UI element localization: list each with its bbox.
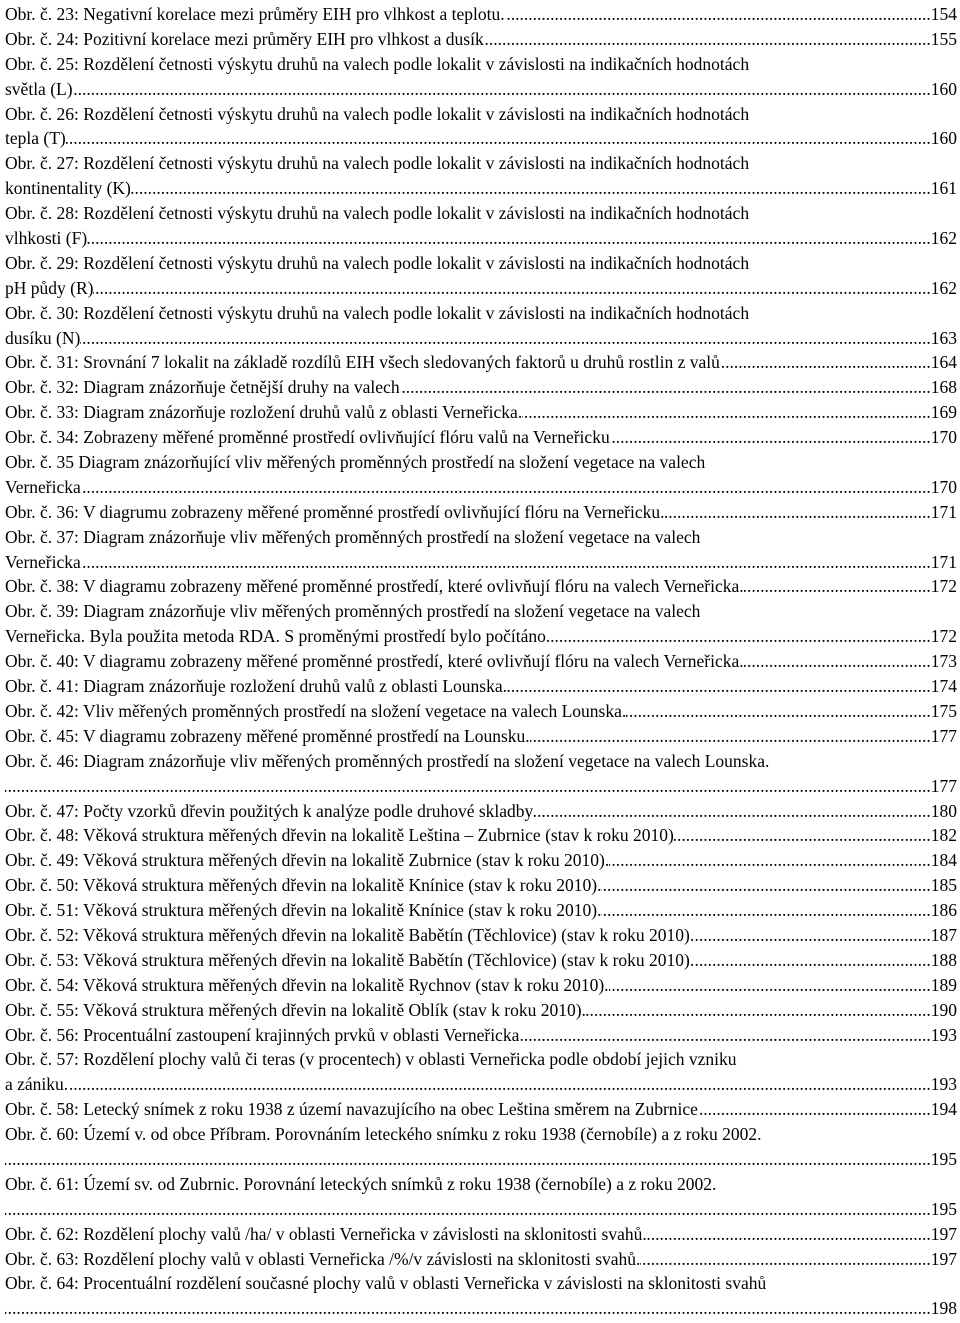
toc-entry-text: Obr. č. 35 Diagram znázorňující vliv měřených proměnných prostředí na složení vegetace na valech bbox=[5, 452, 706, 473]
dot-leader bbox=[694, 923, 930, 948]
toc-entry-text: Obr. č. 63: Rozdělení plochy valů v oblasti Verneřicka /%/v závislosti na sklonitosti svahů. bbox=[5, 1248, 641, 1269]
toc-entry-text: Obr. č. 26: Rozdělení četnosti výskytu druhů na valech podle lokalit v závislosti na indikačních hodnotách bbox=[5, 103, 750, 124]
toc-entry[interactable] bbox=[5, 151, 957, 201]
toc-entry-text: Obr. č. 31: Srovnání 7 lokalit na základě rozdílů EIH všech sledovaných faktorů u druhů rostlin z valů bbox=[5, 352, 720, 373]
toc-page-number: 175 bbox=[930, 700, 957, 721]
toc-page-number: 171 bbox=[930, 501, 957, 522]
toc-entry-text: Obr. č. 32: Diagram znázorňuje četnější druhy na valech bbox=[5, 377, 400, 398]
toc-entry[interactable] bbox=[5, 799, 957, 824]
toc-entry[interactable] bbox=[5, 599, 957, 649]
dot-leader bbox=[744, 649, 931, 674]
toc-page-number: 195 bbox=[930, 1198, 957, 1219]
toc-entry[interactable] bbox=[5, 649, 957, 674]
toc-entry-text: Verneřicka bbox=[5, 476, 81, 497]
toc-entry-text: Verneřicka. Byla použita metoda RDA. S proměnými prostředí bylo počítáno. bbox=[5, 626, 551, 647]
toc-entry[interactable] bbox=[5, 1122, 957, 1172]
toc-entry-text: Obr. č. 46: Diagram znázorňuje vliv měřených proměnných prostředí na složení vegetace na valech Lounska. bbox=[5, 750, 770, 771]
toc-entry-text: Obr. č. 57: Rozdělení plochy valů či teras (v procentech) v oblasti Verneřicka podle období jejich vzniku bbox=[5, 1049, 737, 1070]
toc-entry-text: Obr. č. 41: Diagram znázorňuje rozložení druhů valů z oblasti Lounska. bbox=[5, 676, 507, 697]
dot-leader bbox=[5, 1296, 931, 1321]
toc-entry-text: Obr. č. 24: Pozitivní korelace mezi průměry EIH pro vlhkost a dusík bbox=[5, 28, 484, 49]
toc-entry[interactable] bbox=[5, 749, 957, 799]
dot-leader bbox=[744, 574, 931, 599]
dot-leader bbox=[68, 1072, 931, 1097]
toc-page-number: 182 bbox=[930, 825, 957, 846]
toc-entry-text: Obr. č. 25: Rozdělení četnosti výskytu druhů na valech podle lokalit v závislosti na indikačních hodnotách bbox=[5, 53, 750, 74]
dot-leader bbox=[720, 350, 931, 375]
dot-leader bbox=[507, 674, 931, 699]
toc-page-number: 169 bbox=[930, 402, 957, 423]
dot-leader bbox=[550, 624, 930, 649]
toc-page-number: 198 bbox=[930, 1298, 957, 1319]
toc-entry-text: světla (L) bbox=[5, 78, 73, 99]
toc-entry-text: Obr. č. 27: Rozdělení četnosti výskytu druhů na valech podle lokalit v závislosti na indikačních hodnotách bbox=[5, 153, 750, 174]
toc-entry-text: Obr. č. 34: Zobrazeny měřené proměnné prostředí ovlivňující flóru valů na Verneřicku bbox=[5, 427, 610, 448]
toc-entry[interactable] bbox=[5, 52, 957, 102]
dot-leader bbox=[484, 27, 931, 52]
toc-entry-text: Obr. č. 36: V diagrumu zobrazeny měřené proměnné prostředí ovlivňující flóru na Verneřicku. bbox=[5, 501, 665, 522]
toc-page-number: 163 bbox=[930, 327, 957, 348]
toc-entry[interactable] bbox=[5, 574, 957, 599]
dot-leader bbox=[93, 276, 930, 301]
toc-page-number: 187 bbox=[930, 924, 957, 945]
toc-page-number: 197 bbox=[930, 1223, 957, 1244]
toc-page-number: 162 bbox=[930, 228, 957, 249]
dot-leader bbox=[87, 226, 931, 251]
toc-page-number: 164 bbox=[930, 352, 957, 373]
toc-page-number: 195 bbox=[930, 1148, 957, 1169]
toc-entry[interactable] bbox=[5, 873, 957, 898]
toc-entry[interactable] bbox=[5, 1271, 957, 1321]
toc-entry[interactable] bbox=[5, 375, 957, 400]
toc-page-number: 154 bbox=[930, 4, 957, 24]
toc-entry[interactable] bbox=[5, 1247, 957, 1272]
toc-entry-text: Obr. č. 54: Věková struktura měřených dřevin na lokalitě Rychnov (stav k roku 2010). bbox=[5, 974, 609, 995]
toc-entry[interactable] bbox=[5, 724, 957, 749]
dot-leader bbox=[694, 948, 930, 973]
dot-leader bbox=[664, 500, 930, 525]
toc-page-number: 194 bbox=[930, 1099, 957, 1120]
toc-entry[interactable] bbox=[5, 500, 957, 525]
dot-leader bbox=[609, 848, 931, 873]
toc-page-number: 177 bbox=[930, 775, 957, 796]
toc-entry-text: Obr. č. 53: Věková struktura měřených dřevin na lokalitě Babětín (Těchlovice) (stav k roku 2010). bbox=[5, 949, 695, 970]
toc-entry[interactable] bbox=[5, 1222, 957, 1247]
dot-leader bbox=[586, 998, 931, 1023]
toc-entry-text: Obr. č. 52: Věková struktura měřených dřevin na lokalitě Babětín (Těchlovice) (stav k roku 2010). bbox=[5, 924, 695, 945]
toc-entry[interactable] bbox=[5, 898, 957, 923]
toc-entry[interactable] bbox=[5, 674, 957, 699]
toc-page-number: 193 bbox=[930, 1074, 957, 1095]
toc-page-number: 190 bbox=[930, 999, 957, 1020]
toc-entry-text: Verneřicka bbox=[5, 551, 81, 572]
toc-entry-text: Obr. č. 37: Diagram znázorňuje vliv měřených proměnných prostředí na složení vegetace na valech bbox=[5, 526, 701, 547]
dot-leader bbox=[131, 176, 931, 201]
dot-leader bbox=[647, 1222, 931, 1247]
dot-leader bbox=[609, 973, 931, 998]
toc-entry-text: Obr. č. 29: Rozdělení četnosti výskytu druhů na valech podle lokalit v závislosti na indikačních hodnotách bbox=[5, 252, 750, 273]
toc-entry[interactable] bbox=[5, 450, 957, 500]
dot-leader bbox=[66, 126, 931, 151]
dot-leader bbox=[601, 898, 930, 923]
toc-entry-text: Obr. č. 39: Diagram znázorňuje vliv měřených proměnných prostředí na složení vegetace na valech bbox=[5, 601, 701, 622]
toc-entry-text: Obr. č. 33: Diagram znázorňuje rozložení druhů valů z oblasti Verneřicka. bbox=[5, 402, 523, 423]
toc-entry-text: Obr. č. 51: Věková struktura měřených dřevin na lokalitě Knínice (stav k roku 2010). bbox=[5, 900, 602, 921]
dot-leader bbox=[533, 799, 930, 824]
toc-entry[interactable] bbox=[5, 425, 957, 450]
dot-leader bbox=[698, 1097, 931, 1122]
dot-leader bbox=[5, 1197, 931, 1222]
toc-page-number: 172 bbox=[930, 626, 957, 647]
toc-entry[interactable] bbox=[5, 1047, 957, 1097]
toc-entry-text: Obr. č. 30: Rozdělení četnosti výskytu druhů na valech podle lokalit v závislosti na indikačních hodnotách bbox=[5, 302, 750, 323]
toc-entry[interactable] bbox=[5, 525, 957, 575]
toc-entry-text: Obr. č. 28: Rozdělení četnosti výskytu druhů na valech podle lokalit v závislosti na indikačních hodnotách bbox=[5, 203, 750, 224]
dot-leader bbox=[522, 400, 931, 425]
dot-leader bbox=[626, 699, 931, 724]
toc-page-number: 168 bbox=[930, 377, 957, 398]
toc-entry-text: Obr. č. 50: Věková struktura měřených dřevin na lokalitě Knínice (stav k roku 2010). bbox=[5, 875, 602, 896]
toc-entry[interactable] bbox=[5, 102, 957, 152]
dot-leader bbox=[80, 326, 930, 351]
toc-page-number: 161 bbox=[930, 178, 957, 199]
dot-leader bbox=[81, 475, 931, 500]
toc-page-number: 193 bbox=[930, 1024, 957, 1045]
toc-page-number: 160 bbox=[930, 78, 957, 99]
toc-page-number: 170 bbox=[930, 476, 957, 497]
toc-page-number: 197 bbox=[930, 1248, 957, 1269]
dot-leader bbox=[674, 823, 931, 848]
toc-page-number: 172 bbox=[930, 576, 957, 597]
toc-entry[interactable] bbox=[5, 848, 957, 873]
toc-entry[interactable] bbox=[5, 1023, 957, 1048]
toc-entry[interactable] bbox=[5, 948, 957, 973]
toc-page-number: 186 bbox=[930, 900, 957, 921]
toc-entry-text: pH půdy (R) bbox=[5, 277, 94, 298]
toc-page-number: 162 bbox=[930, 277, 957, 298]
toc-entry-text: Obr. č. 49: Věková struktura měřených dřevin na lokalitě Zubrnice (stav k roku 2010). bbox=[5, 850, 610, 871]
toc-entry[interactable] bbox=[5, 823, 957, 848]
toc-entry[interactable] bbox=[5, 251, 957, 301]
toc-entry-text: Obr. č. 45: V diagramu zobrazeny měřené proměnné prostředí na Lounsku. bbox=[5, 725, 530, 746]
toc-page-number: 185 bbox=[930, 875, 957, 896]
toc-entry-text: Obr. č. 42: Vliv měřených proměnných prostředí na složení vegetace na valech Lounska. bbox=[5, 700, 627, 721]
toc-page-number: 160 bbox=[930, 128, 957, 149]
toc-entry-text: a zániku. bbox=[5, 1074, 69, 1095]
toc-entry-text: Obr. č. 61: Území sv. od Zubrnic. Porovnání leteckých snímků z roku 1938 (černobíle) a z roku 2002. bbox=[5, 1173, 717, 1194]
dot-leader bbox=[400, 375, 931, 400]
toc-entry[interactable] bbox=[5, 2, 957, 27]
toc-entry-text: Obr. č. 56: Procentuální zastoupení krajinných prvků v oblasti Verneřicka bbox=[5, 1024, 520, 1045]
toc-entry[interactable] bbox=[5, 350, 957, 375]
toc-entry-text: Obr. č. 62: Rozdělení plochy valů /ha/ v oblasti Verneřicka v závislosti na sklonitosti svahů. bbox=[5, 1223, 647, 1244]
toc-entry-text: Obr. č. 47: Počty vzorků dřevin použitých k analýze podle druhové skladby bbox=[5, 800, 534, 821]
toc-entry-text: Obr. č. 55: Věková struktura měřených dřevin na lokalitě Oblík (stav k roku 2010). bbox=[5, 999, 586, 1020]
toc-entry[interactable] bbox=[5, 301, 957, 351]
toc-entry[interactable] bbox=[5, 923, 957, 948]
toc-entry-text: Obr. č. 64: Procentuální rozdělení současné plochy valů v oblasti Verneřicka v závislosti na sklonitosti svahů bbox=[5, 1273, 767, 1294]
toc-entry[interactable] bbox=[5, 699, 957, 724]
toc-entry[interactable] bbox=[5, 27, 957, 52]
toc-entry[interactable] bbox=[5, 1097, 957, 1122]
toc-entry-text: vlhkosti (F) bbox=[5, 228, 88, 249]
toc-page-number: 184 bbox=[930, 850, 957, 871]
toc-page-number: 189 bbox=[930, 974, 957, 995]
toc-entry-text: dusíku (N) bbox=[5, 327, 81, 348]
dot-leader bbox=[81, 550, 931, 575]
dot-leader bbox=[530, 724, 931, 749]
table-of-figures bbox=[5, 2, 957, 1321]
toc-entry-text: tepla (T) bbox=[5, 128, 66, 149]
toc-entry-text: Obr. č. 60: Území v. od obce Příbram. Porovnáním leteckého snímku z roku 1938 (černobíle) a z roku 2002. bbox=[5, 1124, 762, 1145]
toc-entry-text: kontinentality (K) bbox=[5, 178, 131, 199]
dot-leader bbox=[5, 774, 931, 799]
toc-entry[interactable] bbox=[5, 400, 957, 425]
dot-leader bbox=[73, 77, 931, 102]
toc-page-number: 174 bbox=[930, 676, 957, 697]
toc-entry[interactable] bbox=[5, 201, 957, 251]
toc-page-number: 188 bbox=[930, 949, 957, 970]
toc-entry-text: Obr. č. 23: Negativní korelace mezi průměry EIH pro vlhkost a teplotu. bbox=[5, 4, 505, 24]
toc-entry[interactable] bbox=[5, 1172, 957, 1222]
toc-page-number: 173 bbox=[930, 651, 957, 672]
toc-page-number: 155 bbox=[930, 28, 957, 49]
toc-entry-text: Obr. č. 40: V diagramu zobrazeny měřené proměnné prostředí, které ovlivňují flóru na valech Verneřicka. bbox=[5, 651, 744, 672]
toc-entry-text: Obr. č. 38: V diagramu zobrazeny měřené proměnné prostředí, které ovlivňují flóru na valech Verneřicka. bbox=[5, 576, 744, 597]
toc-entry-text: Obr. č. 48: Věková struktura měřených dřevin na lokalitě Leština – Zubrnice (stav k roku 2010) bbox=[5, 825, 674, 846]
dot-leader bbox=[5, 1147, 931, 1172]
toc-entry[interactable] bbox=[5, 998, 957, 1023]
toc-page-number: 171 bbox=[930, 551, 957, 572]
dot-leader bbox=[640, 1247, 930, 1272]
dot-leader bbox=[505, 2, 931, 27]
toc-page-number: 177 bbox=[930, 725, 957, 746]
dot-leader bbox=[519, 1023, 930, 1048]
toc-page-number: 170 bbox=[930, 427, 957, 448]
dot-leader bbox=[610, 425, 931, 450]
toc-entry[interactable] bbox=[5, 973, 957, 998]
toc-page-number: 180 bbox=[930, 800, 957, 821]
dot-leader bbox=[601, 873, 930, 898]
toc-entry-text: Obr. č. 58: Letecký snímek z roku 1938 z území navazujícího na obec Leština směrem na Zubrnice bbox=[5, 1099, 698, 1120]
